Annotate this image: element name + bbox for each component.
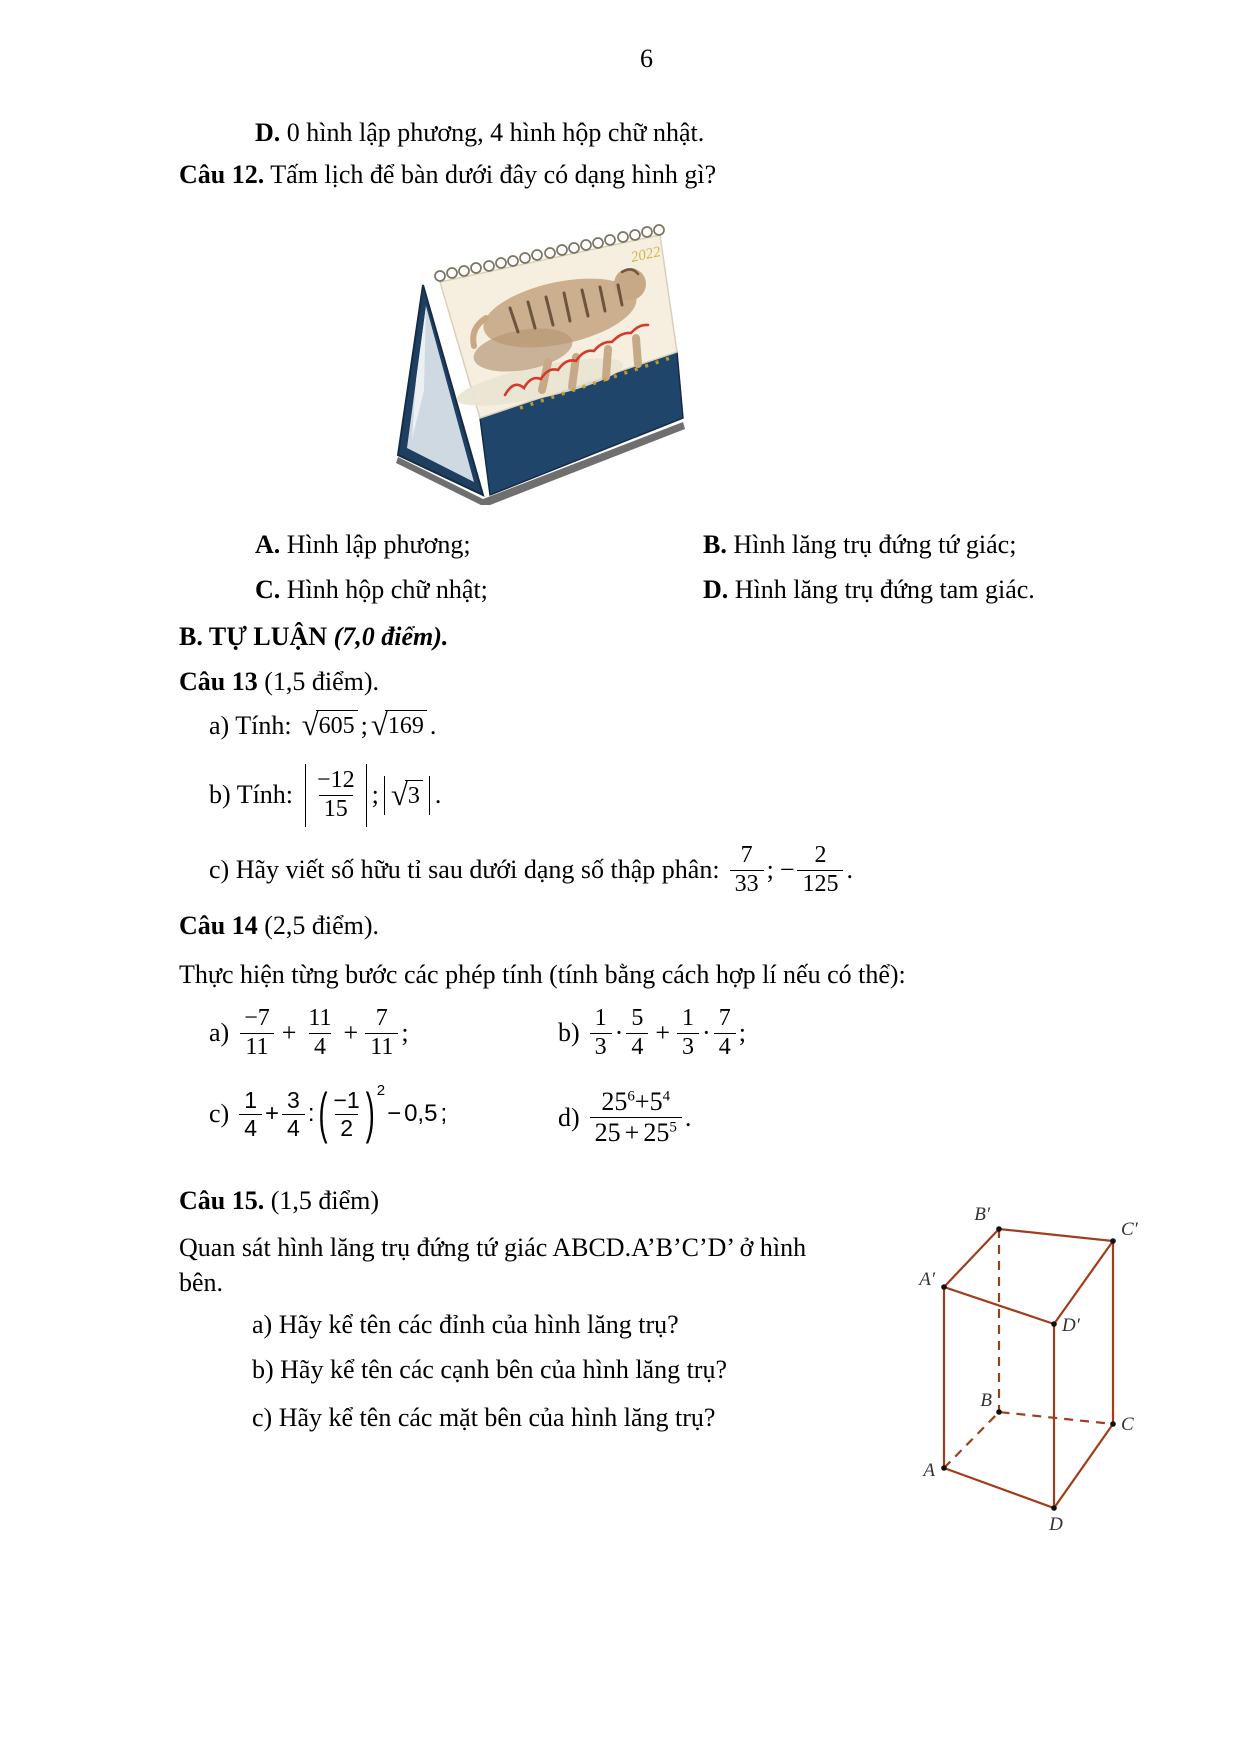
q11-option-d-label: D. [255, 118, 281, 147]
q12-label: Câu 12. [179, 160, 265, 189]
q14-part-c [209, 1081, 450, 1145]
fraction: $\frac{3}{4}$ [282, 1088, 305, 1141]
q14-heading [179, 909, 379, 943]
prism-figure [890, 1190, 1160, 1550]
q11-option-d-text: 0 hình lập phương, 4 hình hộp chữ nhật. [286, 118, 705, 147]
plus-op: + [655, 1018, 671, 1048]
end-dot: . [846, 855, 853, 885]
q15-label: Câu 15. [179, 1186, 265, 1215]
end-semicolon: ; [401, 1018, 409, 1048]
plus-op: + [343, 1018, 359, 1048]
q13-heading [179, 665, 379, 699]
fraction: $\frac{11}{4}$ [308, 1005, 332, 1060]
vertex-label-D-prime: D′ [1062, 1315, 1080, 1336]
fraction-numerator: $25^6+5^4$ [601, 1087, 671, 1116]
fraction: $\frac{1}{3}$ [590, 1006, 612, 1061]
vertex-label-B-prime: B′ [974, 1204, 990, 1225]
separator: ; [360, 710, 368, 740]
decimal-0-5: 0,5 [404, 1100, 438, 1128]
q14-label: Câu 14 [179, 911, 258, 940]
fraction-denominator: $25 + 25^5$ [590, 1117, 682, 1147]
sqrt-605: √ 605 [302, 710, 358, 741]
close-paren: ) [365, 1082, 375, 1145]
q12-text: Tấm lịch để bàn dưới đây có dạng hình gì? [270, 160, 717, 189]
q15-part-b: b) Hãy kể tên các cạnh bên của hình lăng trụ? [252, 1355, 728, 1384]
q12-option-a [255, 528, 471, 562]
q15-heading [179, 1184, 379, 1218]
option-a-label: A. [255, 530, 281, 559]
option-d-text: Hình lăng trụ đứng tam giác. [734, 575, 1035, 604]
multiply-op: · [702, 1018, 711, 1048]
minus-op: − [387, 1100, 402, 1128]
q14-c-label: c) [209, 1099, 230, 1129]
vertex-label-B: B [980, 1390, 992, 1411]
absolute-value-sqrt: √ 3 [384, 776, 430, 815]
q12-option-b [703, 528, 1016, 562]
sqrt-169: √ 169 [371, 710, 427, 741]
q14-part-d [558, 1088, 694, 1147]
q12-option-c [255, 573, 488, 607]
plus-op: + [281, 1018, 297, 1048]
q14-points: (2,5 điểm). [264, 911, 380, 940]
fraction-7-33: $\frac{7}{33}$ [730, 843, 764, 898]
option-d-label: D. [703, 575, 729, 604]
q13-a-label: a) Tính: [209, 710, 292, 740]
q13-label: Câu 13 [179, 667, 258, 696]
option-a-text: Hình lập phương; [286, 530, 471, 559]
q12-heading [179, 158, 716, 192]
q15-points: (1,5 điểm) [270, 1186, 380, 1215]
end-dot: . [429, 710, 437, 740]
absolute-value-fraction: $\frac{-12}{15}$ [305, 764, 367, 827]
q13-part-a [209, 707, 439, 742]
separator: ; [371, 780, 379, 810]
q14-part-a [209, 1006, 412, 1061]
q15-intro-line2: bên. [179, 1268, 224, 1297]
q13-c-label: c) Hãy viết số hữu tỉ sau dưới dạng số thập phân: [209, 855, 720, 885]
desk-calendar-image [390, 210, 690, 505]
fraction: $\frac{7}{4}$ [714, 1006, 736, 1061]
section-b-points: (7,0 điểm). [333, 622, 449, 651]
q13-b-label: b) Tính: [209, 780, 294, 810]
vertex-label-C: C [1121, 1414, 1134, 1435]
q14-part-b [558, 1006, 749, 1061]
q14-d-label: d) [558, 1102, 580, 1132]
q14-b-label: b) [558, 1018, 580, 1048]
vertex-label-D: D [1049, 1514, 1063, 1535]
plus-op: + [265, 1100, 280, 1128]
q15-part-a: a) Hãy kể tên các đỉnh của hình lăng trụ? [252, 1310, 679, 1339]
q11-option-d [255, 116, 704, 150]
separator: ; [766, 855, 774, 885]
q14-a-label: a) [209, 1018, 230, 1048]
prism-edges [944, 1229, 1113, 1508]
q13-points: (1,5 điểm). [264, 667, 380, 696]
calendar-year-text: 2022 [629, 244, 663, 266]
q12-option-d [703, 573, 1035, 607]
q14-intro: Thực hiện từng bước các phép tính (tính bằng cách hợp lí nếu có thể): [179, 960, 906, 989]
prism-vertex-labels [917, 1204, 1138, 1535]
option-b-label: B. [703, 530, 727, 559]
end-semicolon: ; [440, 1100, 448, 1128]
option-c-text: Hình hộp chữ nhật; [286, 575, 488, 604]
section-b-heading [179, 620, 448, 654]
fraction-2-125: $\frac{2}{125}$ [797, 843, 843, 898]
big-fraction [590, 1088, 682, 1147]
q15-intro-line1: Quan sát hình lăng trụ đứng tứ giác ABCD.A’B’C’D’ ở hình [179, 1233, 807, 1262]
fraction: $\frac{1}{4}$ [239, 1088, 262, 1141]
prism-vertex-dots [941, 1226, 1116, 1511]
end-dot: . [684, 1102, 692, 1132]
vertex-label-A-prime: A′ [919, 1269, 935, 1290]
page-number: 6 [640, 44, 653, 73]
q13-part-b [209, 764, 444, 827]
fraction: $\frac{7}{11}$ [365, 1006, 398, 1061]
end-dot: . [434, 780, 442, 810]
divide-op: : [307, 1100, 315, 1128]
fraction: $\frac{-1}{2}$ [333, 1087, 360, 1141]
end-semicolon: ; [738, 1018, 746, 1048]
open-paren: ( [318, 1082, 328, 1145]
option-b-text: Hình lăng trụ đứng tứ giác; [733, 530, 1017, 559]
q15-part-c: c) Hãy kể tên các mặt bên của hình lăng trụ? [252, 1403, 716, 1432]
option-c-label: C. [255, 575, 281, 604]
fraction: $\frac{5}{4}$ [626, 1006, 648, 1061]
vertex-label-A: A [923, 1460, 935, 1481]
section-b-label: B. TỰ LUẬN [179, 622, 328, 651]
minus-sign: − [779, 855, 795, 885]
fraction: $\frac{-7}{11}$ [239, 1006, 275, 1061]
exponent-2: 2 [376, 1081, 386, 1099]
multiply-op: · [614, 1018, 624, 1048]
q13-part-c [209, 843, 856, 898]
vertex-label-C-prime: C′ [1121, 1219, 1138, 1240]
fraction: $\frac{1}{3}$ [677, 1006, 699, 1061]
